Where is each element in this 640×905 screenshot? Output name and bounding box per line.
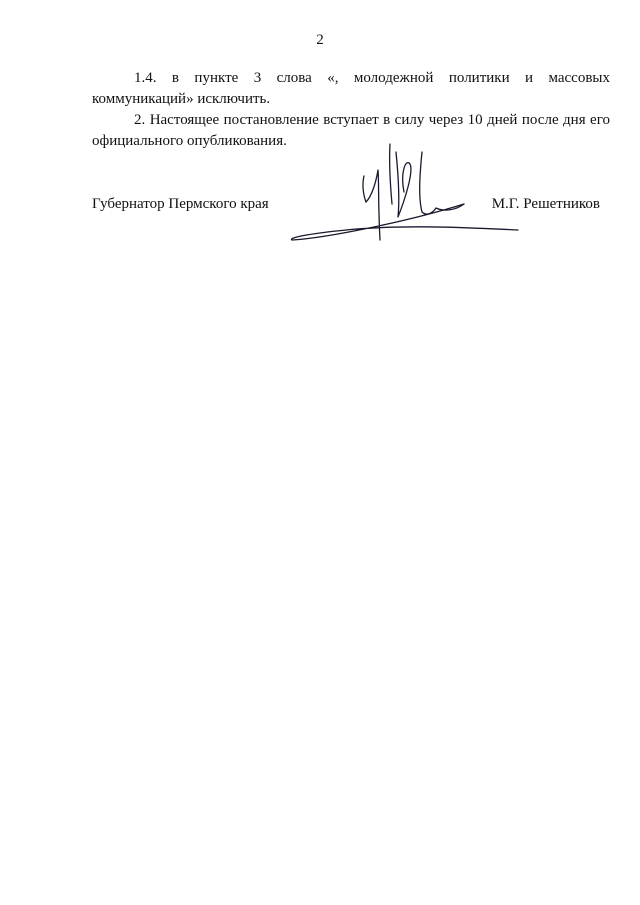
handwritten-signature: [286, 142, 526, 254]
page-number: 2: [316, 32, 324, 48]
paragraph-1-4: 1.4. в пункте 3 слова «, молодежной политики и массовых коммуникаций» исключить.: [92, 70, 610, 107]
document-body: [92, 68, 610, 152]
paragraph-2: 2. Настоящее постановление вступает в силу через 10 дней после дня его официального опубликования.: [92, 112, 610, 149]
signatory-position: Губернатор Пермского края: [92, 196, 269, 212]
signatory-name: М.Г. Решетников: [491, 196, 600, 212]
